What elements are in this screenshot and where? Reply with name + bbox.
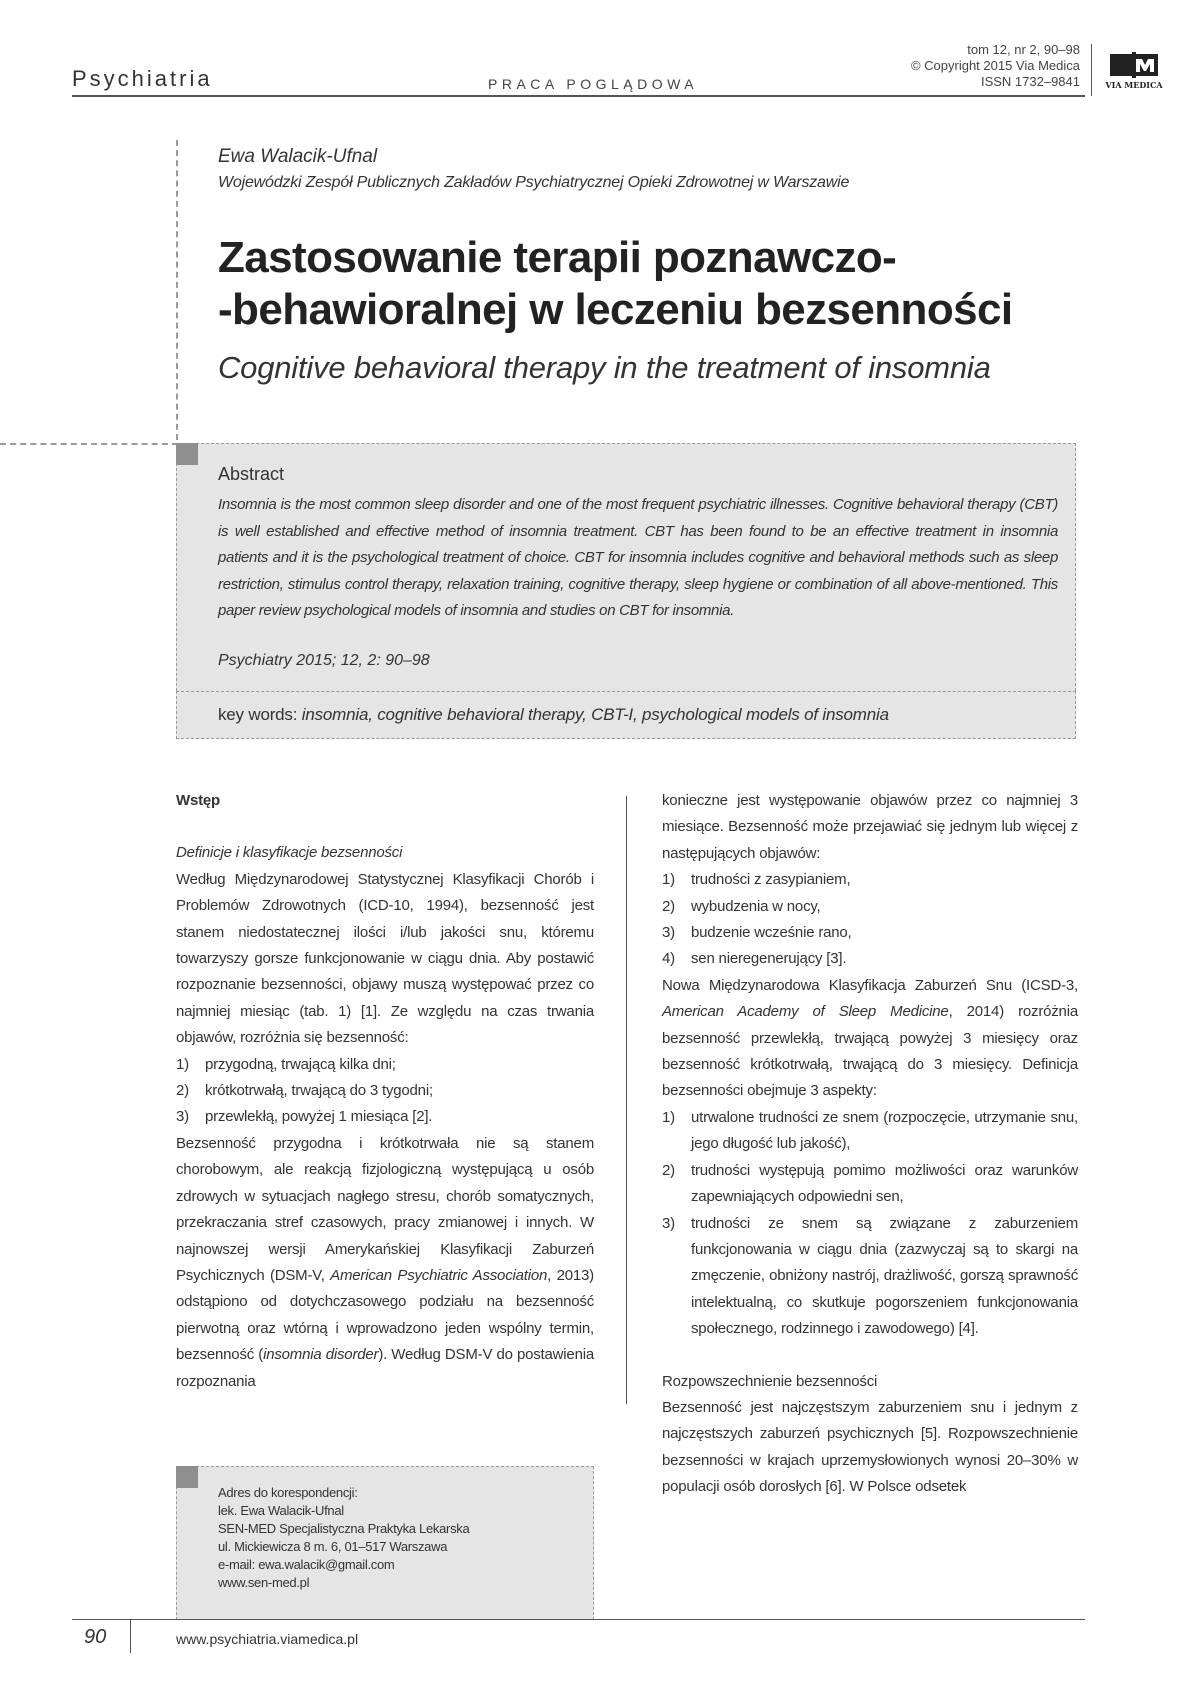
correspondence-website: www.sen-med.pl bbox=[218, 1575, 310, 1590]
via-medica-logo bbox=[1096, 50, 1172, 92]
header-divider bbox=[1091, 44, 1092, 96]
guide-line-vertical bbox=[176, 140, 178, 440]
correspondence-marker bbox=[176, 1466, 198, 1488]
author-name: Ewa Walacik-Ufnal bbox=[218, 146, 378, 167]
correspondence-name: lek. Ewa Walacik-Ufnal bbox=[218, 1503, 344, 1518]
list-item: 2) wybudzenia w nocy, bbox=[662, 897, 821, 915]
logo-text: VIA MEDICA bbox=[1105, 80, 1163, 90]
paragraph: Nowa Międzynarodowa Klasyfikacja Zaburzeń Snu (ICSD-3, American Academy of Sleep Medicine, 2014) rozróżnia bezsenność przewlekłą, trwającą powyżej 3 miesięcy oraz bezsenność krótkotrwałą, trwającą do 3 miesięcy. Definicja bezsenności obejmuje 3 aspekty: bbox=[662, 976, 1078, 1100]
list-item: 1) przygodną, trwającą kilka dni; bbox=[176, 1055, 396, 1073]
keywords bbox=[218, 705, 889, 725]
journal-copyright: © Copyright 2015 Via Medica bbox=[910, 58, 1080, 73]
paragraph: Bezsenność jest najczęstszym zaburzeniem snu i jednym z najczęstszych zaburzeń psychicznych [5]. Rozpowszechnienie bezsenności w krajach uprzemysłowionych wynosi 20–30% w populacji osób dorosłych [6]. W Polsce odsetek bbox=[662, 1398, 1078, 1496]
paragraph: Według Międzynarodowej Statystycznej Klasyfikacji Chorób i Problemów Zdrowotnych (ICD-10, 1994), bezsenność jest stanem niedostatecznej ilości i/lub jakości snu, któremu towarzyszy gorsze funkcjonowanie w ciągu dnia. Aby postawić rozpoznanie bezsenności, objawy muszą występować przez co najmniej miesiąc (tab. 1) [1]. Ze względu na czas trwania objawów, rozróżnia się bezsenność: bbox=[176, 870, 594, 1047]
list-item: 3) trudności ze snem są związane z zaburzeniem funkcjonowania w ciągu dnia (zazwyczaj są to skargi na zmęczenie, obniżony nastrój, drażliwość, gorszą sprawność intelektualną, co skutkuje pogorszeniem funkcjonowania społecznego, rodzinnego i zawodowego) [4]. bbox=[662, 1214, 1078, 1338]
page-number: 90 bbox=[84, 1626, 107, 1648]
footer-rule bbox=[72, 1619, 1085, 1620]
subsection-heading-prevalence: Rozpowszechnienie bezsenności bbox=[662, 1372, 878, 1390]
journal-meta bbox=[780, 42, 1080, 90]
correspondence-address bbox=[218, 1484, 469, 1592]
abstract-heading: Abstract bbox=[218, 464, 285, 484]
journal-name: Psychiatria bbox=[72, 66, 213, 91]
journal-issn: ISSN 1732–9841 bbox=[980, 74, 1080, 89]
title-line-1: Zastosowanie terapii poznawczo- bbox=[218, 233, 897, 282]
guide-line-horizontal bbox=[0, 443, 178, 445]
title-line-2: -behawioralnej w leczeniu bezsenności bbox=[218, 285, 1013, 334]
paragraph: konieczne jest występowanie objawów przez co najmniej 3 miesiące. Bezsenność może przejawiać się jednym lub więcej z następujących objawów: bbox=[662, 792, 1078, 862]
list-item: 4) sen nieregenerujący [3]. bbox=[662, 950, 847, 968]
article-title-pl bbox=[218, 232, 1118, 336]
body-column-left bbox=[176, 788, 594, 1395]
abstract-text: Insomnia is the most common sleep disorder and one of the most frequent psychiatric illnesses. Cognitive behavioral therapy (CBT) is well established and effective method of insomnia treatment. CBT has been found to be an effective treatment in insomnia patients and it is the psychological treatment of choice. CBT for insomnia includes cognitive and behavioral methods such as sleep restriction, stimulus control therapy, relaxation training, cognitive therapy, sleep hygiene or combination of all above-mentioned. This paper review psychological models of insomnia and studies on CBT for insomnia. bbox=[218, 496, 1058, 619]
keywords-label: key words: bbox=[218, 705, 298, 724]
correspondence-heading: Adres do korespondencji: bbox=[218, 1485, 358, 1500]
body-column-right bbox=[662, 788, 1078, 1501]
header-rule bbox=[72, 95, 1085, 97]
article-title-en: Cognitive behavioral therapy in the treatment of insomnia bbox=[218, 350, 991, 385]
keywords-list: insomnia, cognitive behavioral therapy, CBT-I, psychological models of insomnia bbox=[301, 705, 889, 724]
column-divider bbox=[626, 796, 627, 1404]
paragraph: Bezsenność przygodna i krótkotrwała nie są stanem chorobowym, ale reakcją fizjologiczną występującą u osób zdrowych w sytuacjach nagłego stresu, chorób somatycznych, przekraczania stref czasowych, pracy zmianowej i innych. W najnowszej wersji Amerykańskiej Klasyfikacji Zaburzeń Psychicznych (DSM-V, American Psychiatric Association, 2013) odstąpiono od dotychczasowego podziału na bezsenność pierwotną oraz wtórną i wprowadzono jeden wspólny termin, bezsenność (insomnia disorder). Według DSM-V do postawienia rozpoznania bbox=[176, 1134, 594, 1390]
list-item: 2) krótkotrwałą, trwającą do 3 tygodni; bbox=[176, 1082, 433, 1100]
list-item: 3) przewlekłą, powyżej 1 miesiąca [2]. bbox=[176, 1108, 433, 1126]
list-item: 3) budzenie wcześnie rano, bbox=[662, 924, 852, 942]
subsection-heading-definitions: Definicje i klasyfikacje bezsenności bbox=[176, 844, 403, 862]
list-item: 1) utrwalone trudności ze snem (rozpoczęcie, utrzymanie snu, jego długość lub jakość), bbox=[662, 1108, 1078, 1153]
correspondence-institution: SEN-MED Specjalistyczna Praktyka Lekarska bbox=[218, 1521, 470, 1536]
section-heading-intro: Wstęp bbox=[176, 792, 221, 809]
correspondence-email: e-mail: ewa.walacik@gmail.com bbox=[218, 1557, 395, 1572]
abstract-citation: Psychiatry 2015; 12, 2: 90–98 bbox=[218, 652, 430, 669]
journal-website: www.psychiatria.viamedica.pl bbox=[176, 1631, 359, 1647]
correspondence-street: ul. Mickiewicza 8 m. 6, 01–517 Warszawa bbox=[218, 1539, 448, 1554]
list-item: 2) trudności występują pomimo możliwości oraz warunków zapewniających odpowiedni sen, bbox=[662, 1161, 1078, 1206]
journal-volume: tom 12, nr 2, 90–98 bbox=[967, 42, 1080, 57]
footer-divider bbox=[130, 1619, 131, 1653]
author-affiliation: Wojewódzki Zespół Publicznych Zakładów Psychiatrycznej Opieki Zdrowotnej w Warszawie bbox=[218, 174, 850, 191]
list-item: 1) trudności z zasypianiem, bbox=[662, 871, 851, 889]
article-type: PRACA POGLĄDOWA bbox=[488, 76, 699, 92]
abstract-marker bbox=[176, 443, 198, 465]
